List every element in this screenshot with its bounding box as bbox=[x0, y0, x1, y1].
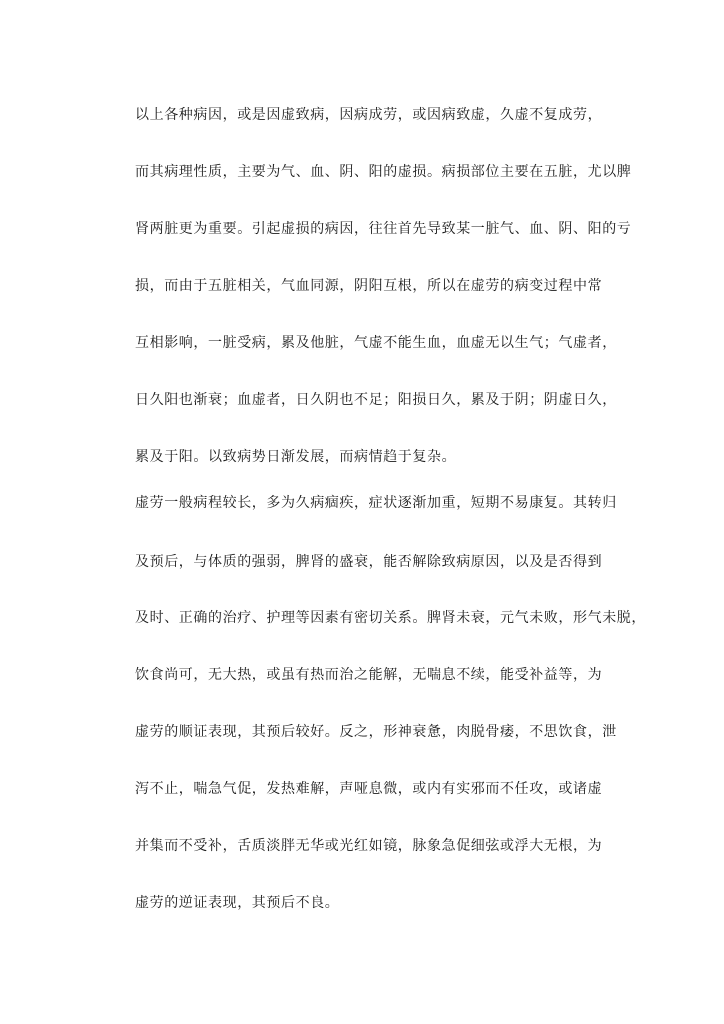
text-line: 虚劳的顺证表现，其预后较好。反之，形神衰惫，肉脱骨痿，不思饮食，泄 bbox=[135, 724, 617, 740]
text-line: 损，而由于五脏相关，气血同源，阴阳互根，所以在虚劳的病变过程中常 bbox=[135, 278, 603, 294]
text-line: 肾两脏更为重要。引起虚损的病因，往往首先导致某一脏气、血、阴、阳的亏 bbox=[135, 221, 632, 237]
text-line: 及时、正确的治疗、护理等因素有密切关系。脾肾未衰，元气未败，形气未脱， bbox=[135, 610, 646, 626]
text-line: 虚劳的逆证表现，其预后不良。 bbox=[135, 895, 340, 911]
text-line: 互相影响，一脏受病，累及他脏，气虚不能生血，血虚无以生气；气虚者， bbox=[135, 335, 617, 351]
text-line: 日久阳也渐衰；血虚者，日久阴也不足；阳损日久，累及于阴；阴虚日久， bbox=[135, 392, 617, 408]
text-line: 以上各种病因，或是因虚致病，因病成劳，或因病致虚，久虚不复成劳， bbox=[135, 107, 603, 123]
text-line: 及预后，与体质的强弱，脾肾的盛衰，能否解除致病原因，以及是否得到 bbox=[135, 554, 603, 570]
text-line: 而其病理性质，主要为气、血、阴、阳的虚损。病损部位主要在五脏，尤以脾 bbox=[135, 164, 632, 180]
text-line: 并集而不受补，舌质淡胖无华或光红如镜，脉象急促细弦或浮大无根，为 bbox=[135, 838, 603, 854]
text-line: 虚劳一般病程较长，多为久病痼疾，症状逐渐加重，短期不易康复。其转归 bbox=[135, 495, 617, 511]
text-line: 泻不止，喘急气促，发热难解，声哑息微，或内有实邪而不任攻，或诸虚 bbox=[135, 781, 603, 797]
text-line: 饮食尚可，无大热，或虽有热而治之能解，无喘息不续，能受补益等，为 bbox=[135, 667, 603, 683]
text-line: 累及于阳。以致病势日渐发展，而病情趋于复杂。 bbox=[135, 449, 457, 465]
